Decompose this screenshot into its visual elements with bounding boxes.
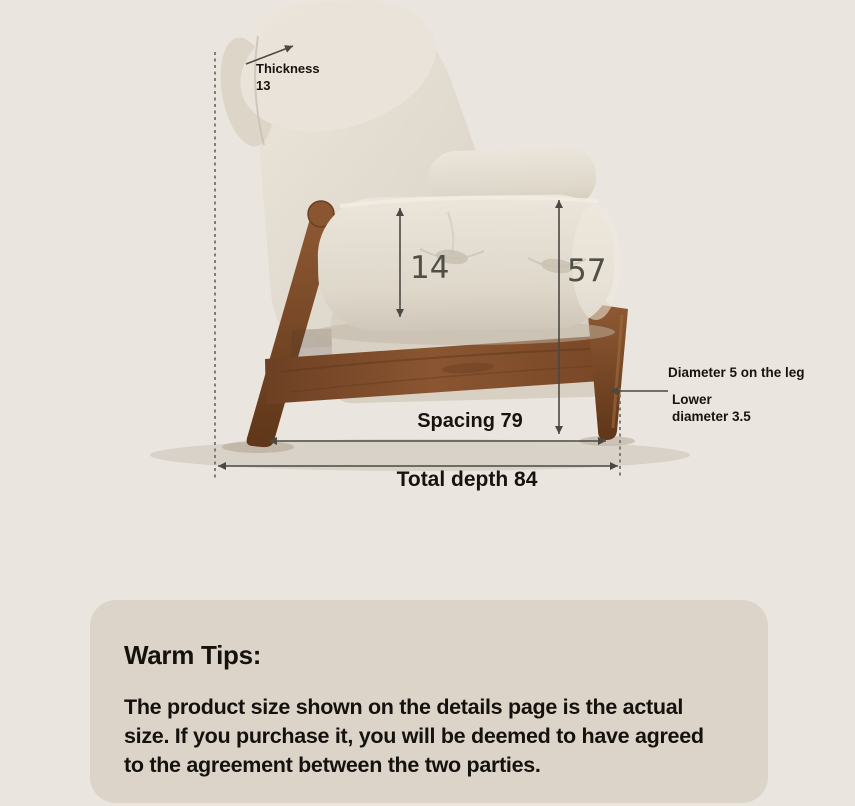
total-depth-label: Total depth 84 (396, 468, 538, 491)
leg-diameter-label: Diameter 5 on the leg (668, 365, 805, 380)
warm-tips-line-1: The product size shown on the details page is the actual (124, 695, 684, 719)
warm-tips-card (90, 600, 768, 803)
warm-tips-title: Warm Tips: (124, 640, 262, 670)
seatback-height-value: 57 (567, 253, 607, 289)
sofa-illustration (150, 0, 690, 471)
thickness-label: Thickness (256, 61, 320, 76)
lower-diameter-label-line1: Lower (672, 392, 712, 407)
spacing-label: Spacing 79 (417, 410, 523, 432)
thickness-value: 13 (256, 78, 271, 93)
warm-tips-line-2: size. If you purchase it, you will be deemed to have agreed (124, 724, 704, 748)
warm-tips-line-3: to the agreement between the two parties. (124, 753, 541, 777)
lower-diameter-label-line2: diameter 3.5 (672, 409, 751, 424)
cushion-height-value: 14 (410, 250, 450, 286)
warm-tips-body (124, 693, 748, 780)
